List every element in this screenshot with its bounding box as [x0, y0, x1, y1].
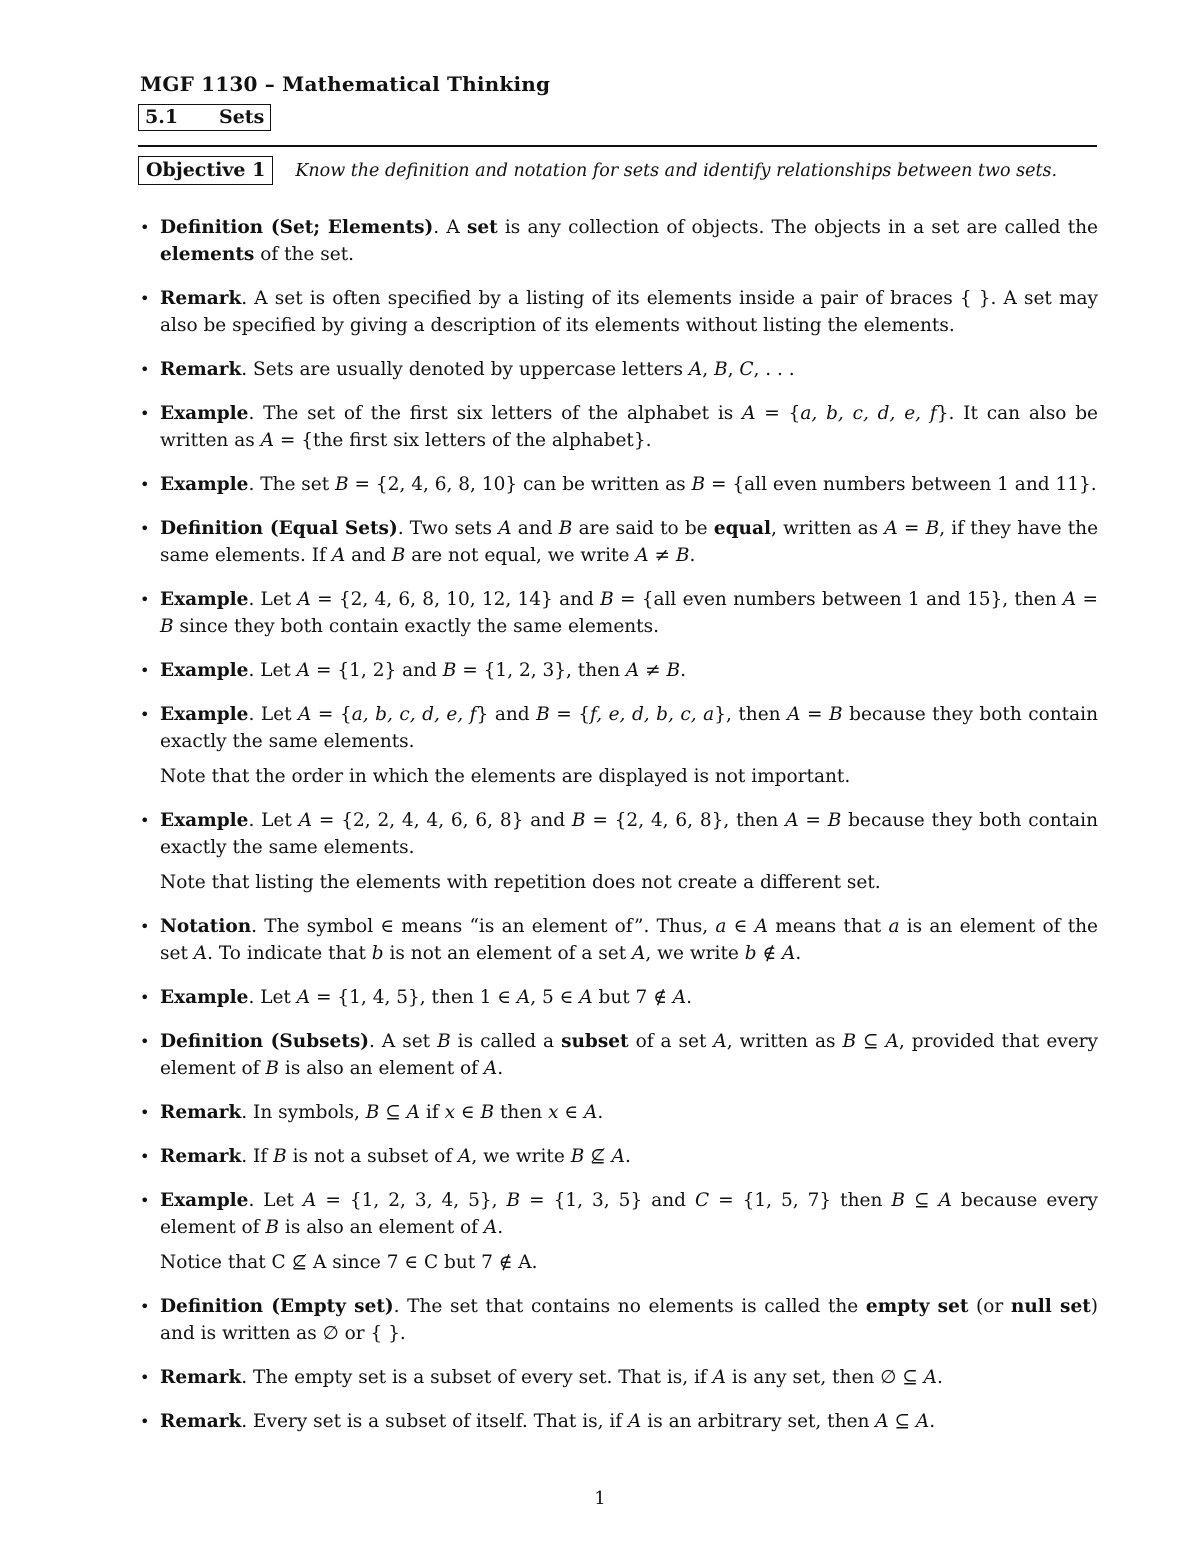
bullet-icon: • — [140, 475, 150, 494]
math-symbol: a, b, c, d, e, f — [351, 704, 477, 725]
item-label: Example — [160, 810, 249, 831]
math-symbol: A — [1062, 589, 1077, 610]
bullet-icon: • — [140, 705, 150, 724]
list-item: • Notation. The symbol ∈ means “is an element of”. Thus, a ∈ A means that a is an element of the set A. To indicate that b is not an element of a set A, we write b ∉ A. — [138, 913, 1098, 967]
bold-term: empty set — [865, 1296, 969, 1317]
math-symbol: A — [625, 660, 640, 681]
list-item: • Example. Let A = {1, 4, 5}, then 1 ∈ A, 5 ∈ A but 7 ∉ A. — [138, 984, 1098, 1011]
bold-term: equal — [713, 518, 771, 539]
bullet-icon: • — [140, 1147, 150, 1166]
math-symbol: A — [331, 545, 346, 566]
item-label: Example — [160, 660, 249, 681]
item-label: Definition (Equal Sets) — [160, 518, 398, 539]
item-label: Definition (Subsets) — [160, 1031, 370, 1052]
section-number: 5.1 — [145, 106, 179, 128]
bullet-icon: • — [140, 661, 150, 680]
math-symbol: A — [712, 1367, 727, 1388]
math-symbol: B — [273, 1146, 287, 1167]
math-symbol: B — [536, 704, 550, 725]
math-symbol: A — [628, 1411, 642, 1432]
bullet-icon: • — [140, 360, 150, 379]
list-item: • Example. Let A = {2, 4, 6, 8, 10, 12, 14} and B = {all even numbers between 1 and 15}, then A = B since they both contain exactly the same elements. — [138, 586, 1098, 640]
math-symbol: A — [915, 1411, 930, 1432]
math-symbol: A — [516, 987, 531, 1008]
math-symbol: A — [688, 359, 703, 380]
list-item: • Remark. A set is often specified by a listing of its elements inside a pair of braces { }. A set may also be specified by giving a description of its elements without listing the elements. — [138, 285, 1098, 339]
section-title: Sets — [219, 106, 265, 128]
item-label: Remark — [160, 1411, 242, 1432]
math-symbol: B — [160, 616, 174, 637]
list-item: • Example. Let A = {1, 2, 3, 4, 5}, B = {1, 3, 5} and C = {1, 5, 7} then B ⊆ A because every element of B is also an element of A. Notice that C ⊈ A since 7 ∈ C but 7 ∉ A. — [138, 1187, 1098, 1276]
math-symbol: A — [406, 1102, 421, 1123]
objective-row — [138, 156, 1100, 185]
section-heading-box — [138, 104, 271, 131]
math-symbol: B — [600, 589, 614, 610]
list-item: • Definition (Equal Sets). Two sets A and B are said to be equal, written as A = B, if they have the same elements. If A and B are not equal, we write A ≠ B. — [138, 515, 1098, 569]
list-item: • Remark. In symbols, B ⊆ A if x ∈ B then x ∈ A. — [138, 1099, 1098, 1126]
bold-term: subset — [561, 1031, 629, 1052]
bullet-icon: • — [140, 218, 150, 237]
bullet-icon: • — [140, 1368, 150, 1387]
math-symbol: A — [611, 1146, 625, 1167]
list-item: • Remark. Every set is a subset of itself. That is, if A is an arbitrary set, then A ⊆ A. — [138, 1408, 1098, 1435]
math-symbol: B — [842, 1031, 857, 1052]
item-label: Definition (Set; Elements) — [160, 217, 434, 238]
math-symbol: C — [694, 1190, 710, 1211]
item-label: Remark — [160, 359, 242, 380]
item-label: Remark — [160, 288, 242, 309]
math-symbol: A — [193, 943, 208, 964]
math-symbol: a, b, c, d, e, f — [800, 403, 937, 424]
bullet-icon: • — [140, 917, 150, 936]
math-symbol: A — [498, 518, 512, 539]
math-symbol: A — [298, 704, 312, 725]
math-symbol: A — [635, 545, 649, 566]
list-item: • Example. The set of the first six letters of the alphabet is A = {a, b, c, d, e, f}. It can also be written as A = {the first six letters of the alphabet}. — [138, 400, 1098, 454]
list-item: • Remark. Sets are usually denoted by uppercase letters A, B, C, . . . — [138, 356, 1098, 383]
math-symbol: A — [579, 987, 593, 1008]
list-item: • Example. Let A = {a, b, c, d, e, f} and B = {f, e, d, b, c, a}, then A = B because they both contain exactly the same elements. Note that the order in which the elements are displayed is not important. — [138, 701, 1098, 790]
math-symbol: B — [335, 474, 349, 495]
bullet-icon: • — [140, 289, 150, 308]
objective-label: Objective 1 — [138, 156, 273, 185]
math-symbol: f, e, d, b, c, a — [590, 704, 715, 725]
bullet-icon: • — [140, 404, 150, 423]
item-label: Example — [160, 987, 249, 1008]
list-item: • Example. Let A = {2, 2, 4, 4, 6, 6, 8} and B = {2, 4, 6, 8}, then A = B because they both contain exactly the same elements. Note that listing the elements with repetition does not create a different set. — [138, 807, 1098, 896]
bullet-icon: • — [140, 811, 150, 830]
content-list — [138, 214, 1098, 1452]
math-symbol: x — [444, 1102, 456, 1123]
math-symbol: A — [483, 1217, 498, 1238]
math-symbol: B — [437, 1031, 451, 1052]
list-item: • Remark. If B is not a subset of A, we write B ⊈ A. — [138, 1143, 1098, 1170]
math-symbol: A — [302, 1190, 317, 1211]
math-symbol: A — [583, 1102, 598, 1123]
math-symbol: b — [371, 943, 384, 964]
bullet-icon: • — [140, 988, 150, 1007]
math-symbol: A — [938, 1190, 952, 1211]
math-symbol: A — [297, 589, 311, 610]
item-note: Note that listing the elements with repetition does not create a different set. — [160, 872, 881, 893]
math-symbol: B — [713, 359, 728, 380]
math-symbol: A — [296, 987, 311, 1008]
math-symbol: A — [296, 660, 311, 681]
item-label: Example — [160, 589, 249, 610]
math-symbol: b — [744, 943, 757, 964]
bullet-icon: • — [140, 1032, 150, 1051]
math-symbol: A — [672, 987, 687, 1008]
list-item: • Definition (Set; Elements). A set is any collection of objects. The objects in a set are called the elements of the set. — [138, 214, 1098, 268]
math-symbol: B — [365, 1102, 380, 1123]
math-symbol: A — [875, 1411, 889, 1432]
math-symbol: a — [888, 916, 900, 937]
list-item: • Example. The set B = {2, 4, 6, 8, 10} can be written as B = {all even numbers between 1 and 11}. — [138, 471, 1098, 498]
list-item: • Remark. The empty set is a subset of every set. That is, if A is any set, then ∅ ⊆ A. — [138, 1364, 1098, 1391]
item-label: Remark — [160, 1146, 242, 1167]
math-symbol: B — [265, 1058, 280, 1079]
math-symbol: x — [548, 1102, 559, 1123]
math-symbol: B — [666, 660, 681, 681]
math-symbol: A — [458, 1146, 472, 1167]
math-symbol: A — [787, 704, 801, 725]
math-symbol: A — [885, 1031, 899, 1052]
bullet-icon: • — [140, 1103, 150, 1122]
math-symbol: B — [570, 1146, 585, 1167]
math-symbol: B — [558, 518, 573, 539]
math-symbol: B — [506, 1190, 521, 1211]
horizontal-rule — [138, 145, 1097, 147]
math-symbol: C — [739, 359, 754, 380]
item-label: Example — [160, 474, 249, 495]
math-symbol: B — [265, 1217, 280, 1238]
item-label: Remark — [160, 1367, 242, 1388]
math-symbol: A — [483, 1058, 498, 1079]
bold-term: elements — [160, 244, 255, 265]
math-symbol: A — [298, 810, 313, 831]
page-number: 1 — [594, 1488, 606, 1509]
math-symbol: A — [782, 943, 796, 964]
bullet-icon: • — [140, 1191, 150, 1210]
item-label: Example — [160, 403, 249, 424]
bullet-icon: • — [140, 1412, 150, 1431]
bullet-icon: • — [140, 519, 150, 538]
course-title: MGF 1130 – Mathematical Thinking — [140, 72, 551, 96]
math-symbol: B — [827, 810, 842, 831]
bullet-icon: • — [140, 590, 150, 609]
math-symbol: B — [442, 660, 457, 681]
math-symbol: A — [632, 943, 646, 964]
math-symbol: B — [675, 545, 690, 566]
math-symbol: B — [891, 1190, 905, 1211]
math-symbol: A — [884, 518, 898, 539]
math-symbol: B — [391, 545, 406, 566]
math-symbol: B — [691, 474, 706, 495]
item-label: Definition (Empty set) — [160, 1296, 394, 1317]
bold-term: null set — [1010, 1296, 1091, 1317]
math-symbol: A — [785, 810, 799, 831]
list-item: • Definition (Empty set). The set that contains no elements is called the empty set (or null set) and is written as ∅ or { }. — [138, 1293, 1098, 1347]
math-symbol: A — [260, 430, 274, 451]
math-symbol: A — [742, 403, 756, 424]
math-symbol: A — [923, 1367, 937, 1388]
item-label: Notation — [160, 916, 252, 937]
math-symbol: B — [925, 518, 940, 539]
item-label: Remark — [160, 1102, 242, 1123]
math-symbol: B — [480, 1102, 495, 1123]
bold-term: set — [466, 217, 498, 238]
item-note: Notice that C ⊈ A since 7 ∈ C but 7 ∉ A. — [160, 1252, 538, 1273]
math-symbol: A — [713, 1031, 727, 1052]
objective-text: Know the definition and notation for sets and identify relationships between two sets. — [295, 160, 1058, 181]
list-item: • Example. Let A = {1, 2} and B = {1, 2, 3}, then A ≠ B. — [138, 657, 1098, 684]
item-note: Note that the order in which the elements are displayed is not important. — [160, 766, 851, 787]
bullet-icon: • — [140, 1297, 150, 1316]
item-label: Example — [160, 1190, 249, 1211]
list-item: • Definition (Subsets). A set B is called a subset of a set A, written as B ⊆ A, provided that every element of B is also an element of A. — [138, 1028, 1098, 1082]
math-symbol: A — [754, 916, 768, 937]
math-symbol: B — [571, 810, 586, 831]
math-symbol: a — [715, 916, 727, 937]
item-label: Example — [160, 704, 249, 725]
math-symbol: B — [829, 704, 843, 725]
